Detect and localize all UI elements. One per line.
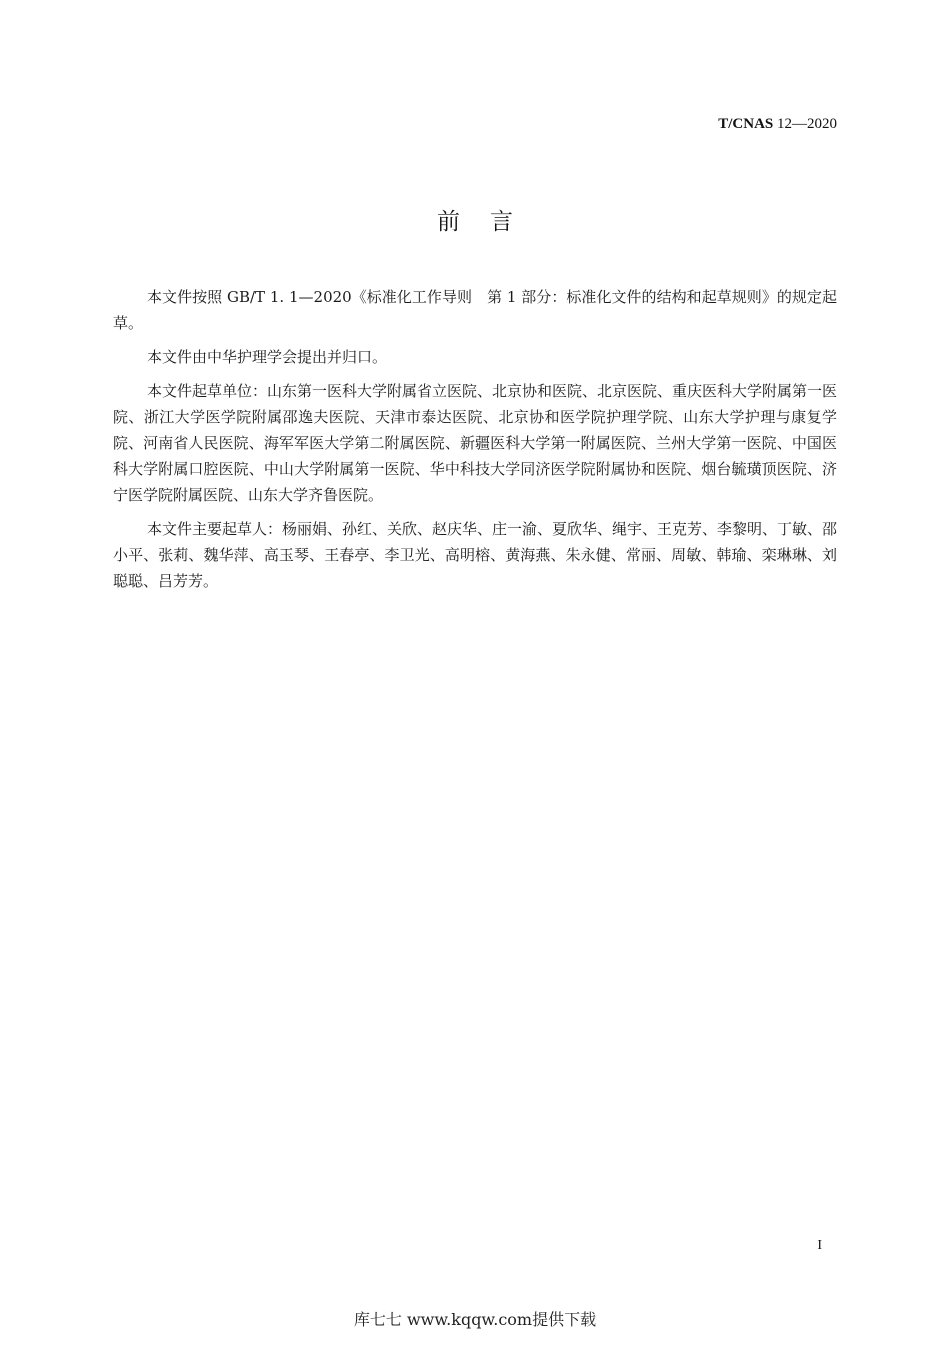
paragraph-drafting-rules: 本文件按照 GB/T 1. 1—2020《标准化工作导则 第 1 部分：标准化文件的结构和起草规则》的规定起草。 [113,288,837,332]
footer-watermark: 库七七 www.kqqw.com提供下载 [353,1310,597,1329]
paragraph-proposer: 本文件由中华护理学会提出并归口。 [147,348,388,366]
standard-code-suffix: 12—2020 [777,116,837,132]
paragraph-drafting-units: 本文件起草单位：山东第一医科大学附属省立医院、北京协和医院、北京医院、重庆医科大学附属第一医院、浙江大学医学院附属邵逸夫医院、天津市泰达医院、北京协和医学院护理学院、山东大学护理与康复学院、河南省人民医院、海军军医大学第二附属医院、新疆医科大学第一附属医院、兰州大学第一医院、中国医科大学附属口腔医院、中山大学附属第一医院、华中科技大学同济医学院附属协和医院、烟台毓璜顶医院、济宁医学院附属医院、山东大学齐鲁医院。 [113,382,838,504]
foreword-body [113,284,837,602]
page-number: I [817,1238,822,1253]
page-title: 前言 [437,209,543,235]
standard-code-prefix: T/CNAS [718,116,774,132]
standard-code [718,116,837,133]
paragraph-main-drafters: 本文件主要起草人：杨丽娟、孙红、关欣、赵庆华、庄一渝、夏欣华、绳宇、王克芳、李黎明、丁敏、邵小平、张莉、魏华萍、高玉琴、王春亭、李卫光、高明榕、黄海燕、朱永健、常丽、周敏、韩瑜、栾琳琳、刘聪聪、吕芳芳。 [113,520,838,590]
